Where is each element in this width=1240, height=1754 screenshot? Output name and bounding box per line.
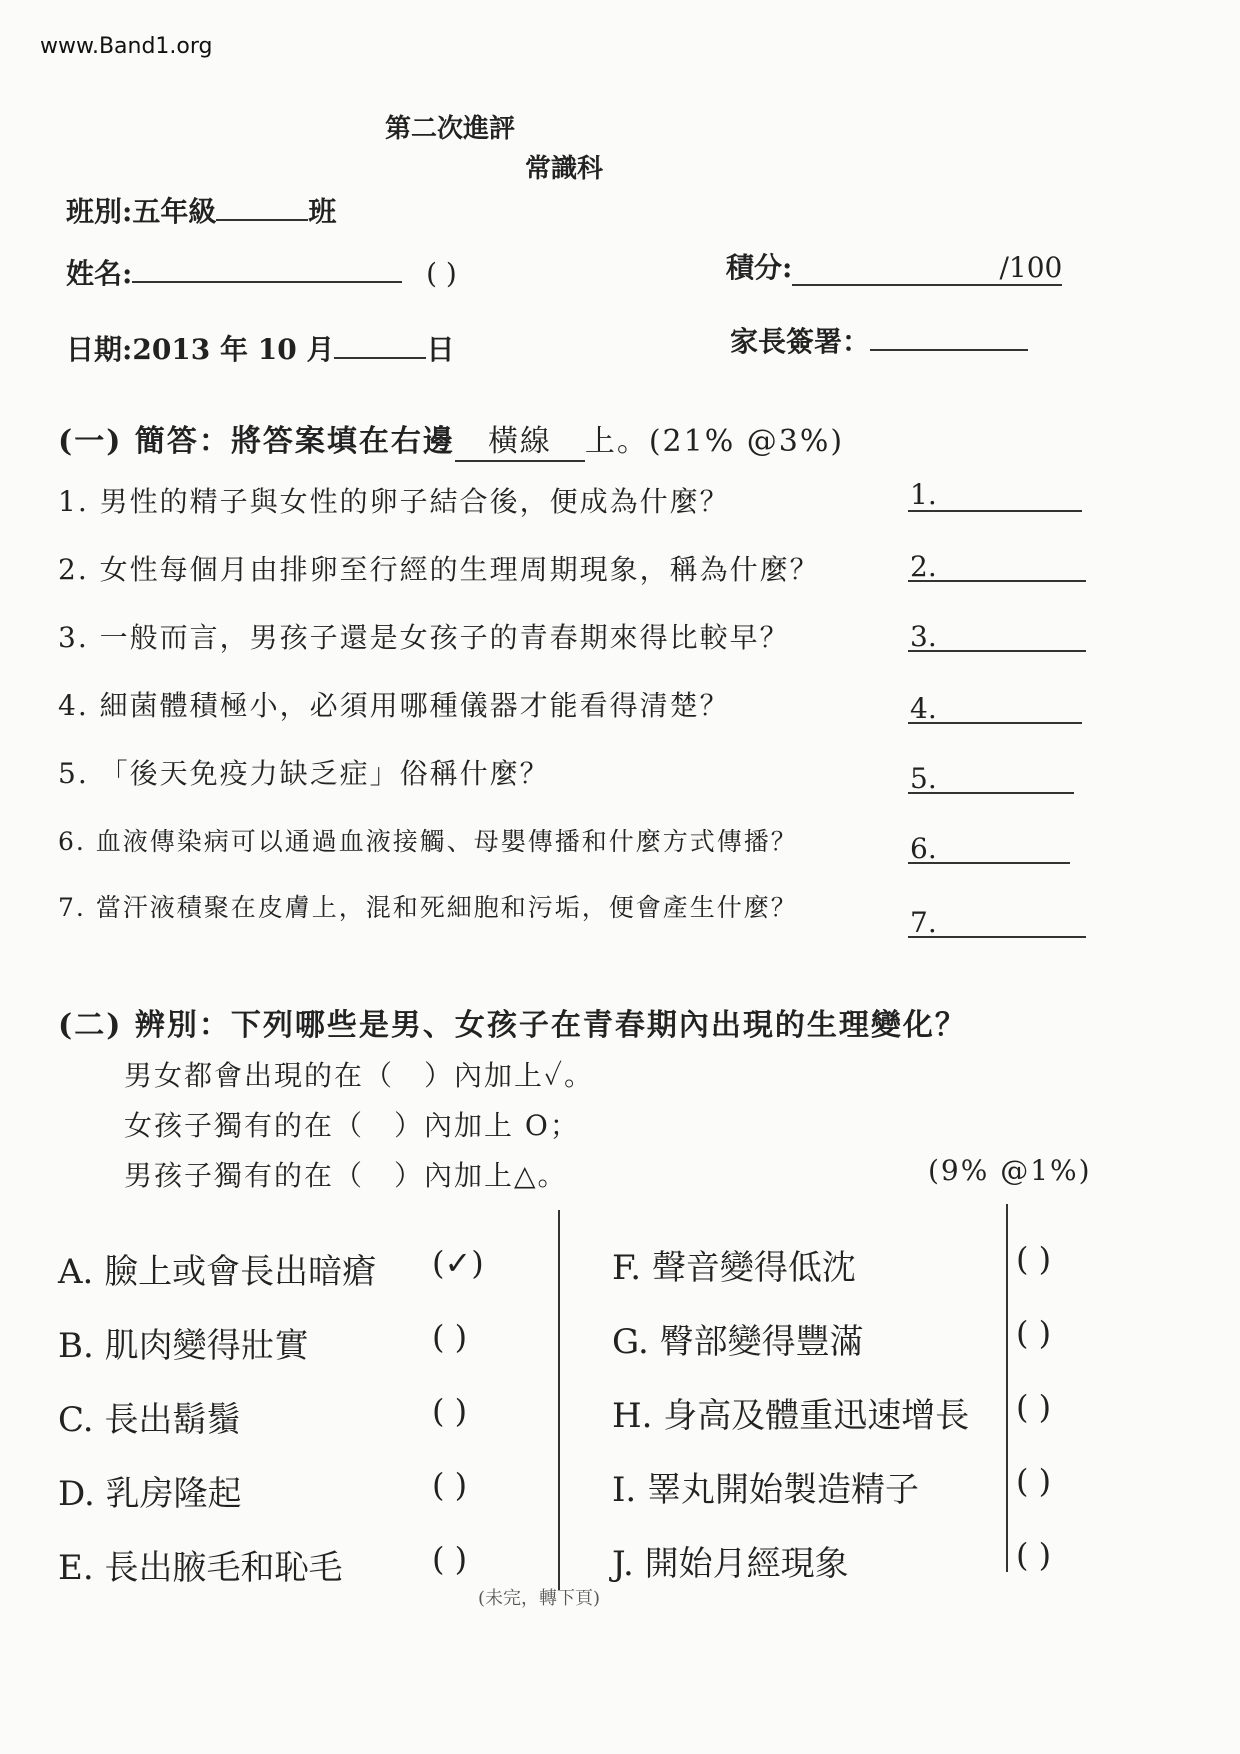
option-i: I. 睪丸開始製造精子	[612, 1470, 920, 1510]
section2-instruction-girls: 女孩子獨有的在（ ）內加上 O；	[124, 1109, 580, 1142]
option-j-answer[interactable]: ( )	[1016, 1536, 1052, 1574]
option-a: A. 臉上或會長出暗瘡	[58, 1252, 377, 1292]
name-field	[66, 252, 457, 292]
answer-2-line[interactable]	[908, 580, 1086, 582]
site-url: www.Band1.org	[40, 34, 213, 59]
section1-heading-underlined: 橫線	[455, 416, 585, 462]
answer-1-number: 1.	[910, 478, 937, 511]
date-blank	[334, 333, 426, 359]
answer-5-line[interactable]	[908, 792, 1074, 794]
class-field	[66, 190, 336, 230]
option-h: H. 身高及體重迅速增長	[612, 1396, 970, 1436]
question-7: 7. 當汗液積聚在皮膚上，混和死細胞和污垢，便會產生什麼？	[58, 893, 798, 922]
question-4: 4. 細菌體積極小，必須用哪種儀器才能看得清楚？	[58, 689, 730, 722]
answer-3-number: 3.	[910, 620, 937, 653]
answer-6-line[interactable]	[908, 862, 1070, 864]
option-c: C. 長出鬍鬚	[58, 1400, 241, 1440]
answer-2-number: 2.	[910, 550, 937, 583]
section2-marks: (9% @1%)	[928, 1154, 1092, 1187]
option-d-answer[interactable]: ( )	[432, 1466, 468, 1504]
subject-title: 常識科	[525, 154, 604, 184]
continued-note: (未完，轉下頁)	[478, 1588, 601, 1609]
class-number-paren: ( )	[426, 257, 457, 290]
section2-heading: (二) 辨別：下列哪些是男、女孩子在青春期內出現的生理變化？	[58, 1008, 967, 1043]
answer-1-line[interactable]	[908, 510, 1082, 512]
date-label: 日期:2013 年 10 月	[66, 333, 335, 366]
exam-title: 第二次進評	[385, 114, 516, 144]
option-f: F. 聲音變得低沈	[612, 1248, 856, 1288]
answer-3-line[interactable]	[908, 650, 1086, 652]
answer-5-number: 5.	[910, 762, 937, 795]
score-blank	[792, 251, 1062, 286]
name-blank	[132, 257, 402, 283]
question-3: 3. 一般而言，男孩子還是女孩子的青春期來得比較早？	[58, 621, 790, 654]
question-5: 5. 「後天免疫力缺乏症」俗稱什麼？	[58, 757, 550, 790]
score-field	[726, 246, 1062, 286]
option-d: D. 乳房隆起	[58, 1474, 242, 1514]
option-g-answer[interactable]: ( )	[1016, 1314, 1052, 1352]
option-b-answer[interactable]: ( )	[432, 1318, 468, 1356]
parent-signature-field	[730, 320, 1028, 360]
answer-4-number: 4.	[910, 692, 937, 725]
option-c-answer[interactable]: ( )	[432, 1392, 468, 1430]
question-6: 6. 血液傳染病可以通過血液接觸、母嬰傳播和什麼方式傳播？	[58, 827, 798, 856]
question-2: 2. 女性每個月由排卵至行經的生理周期現象，稱為什麼？	[58, 553, 820, 586]
name-label: 姓名:	[66, 257, 133, 290]
parent-signature-label: 家長簽署：	[730, 325, 871, 358]
option-a-answer[interactable]: (✓)	[432, 1244, 484, 1282]
date-field	[66, 328, 455, 368]
question-1: 1. 男性的精子與女性的卵子結合後，便成為什麼？	[58, 485, 730, 518]
option-g: G. 臀部變得豐滿	[612, 1322, 864, 1362]
answer-6-number: 6.	[910, 832, 937, 865]
class-label: 班別:五年級	[66, 195, 217, 228]
answer-4-line[interactable]	[908, 722, 1082, 724]
section2-instruction-both: 男女都會出現的在（ ）內加上✓。	[124, 1059, 595, 1092]
option-e: E. 長出腋毛和恥毛	[58, 1548, 343, 1588]
class-suffix: 班	[308, 195, 337, 228]
option-i-answer[interactable]: ( )	[1016, 1462, 1052, 1500]
score-total: /100	[999, 251, 1063, 284]
answer-7-line[interactable]	[908, 936, 1086, 938]
option-e-answer[interactable]: ( )	[432, 1540, 468, 1578]
option-f-answer[interactable]: ( )	[1016, 1240, 1052, 1278]
column-divider-middle	[558, 1210, 560, 1590]
date-suffix: 日	[426, 333, 455, 366]
class-blank	[216, 195, 308, 221]
option-h-answer[interactable]: ( )	[1016, 1388, 1052, 1426]
column-divider-right	[1006, 1204, 1008, 1572]
option-j: J. 開始月經現象	[612, 1544, 849, 1584]
section2-instruction-boys: 男孩子獨有的在（ ）內加上△。	[124, 1159, 568, 1192]
score-label: 積分:	[726, 251, 793, 284]
answer-7-number: 7.	[910, 906, 937, 939]
parent-signature-blank	[870, 325, 1028, 351]
section1-heading: (一) 簡答：將答案填在右邊 橫線 上。(21% @3%)	[58, 416, 844, 462]
option-b: B. 肌肉變得壯實	[58, 1326, 309, 1366]
